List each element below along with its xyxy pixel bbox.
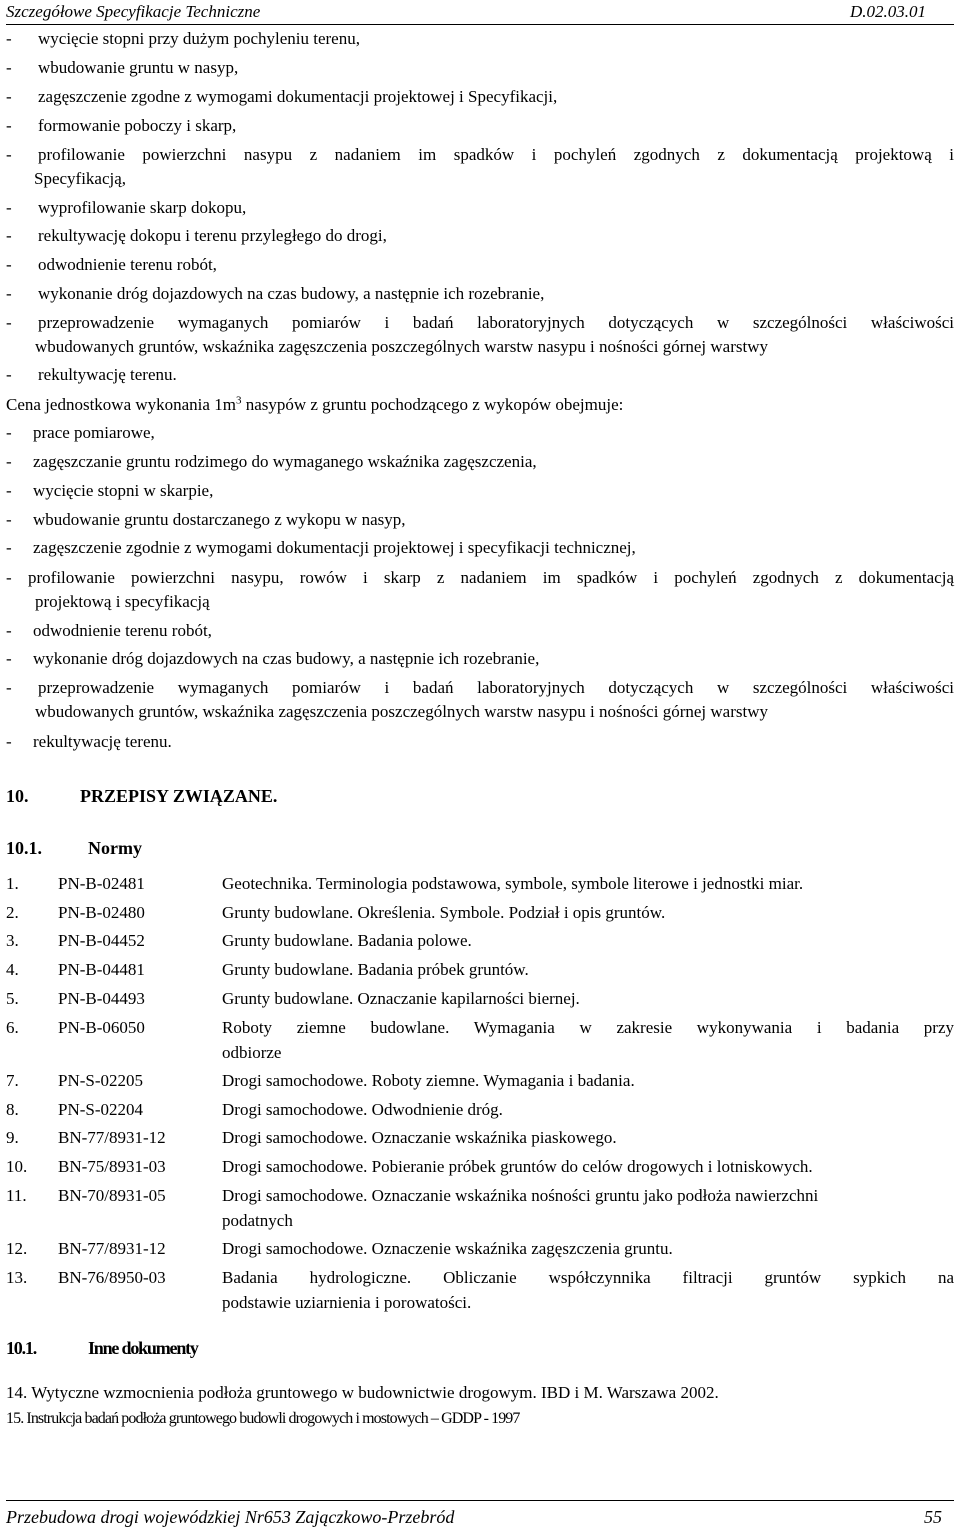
subsection-title: Inne dokumenty — [88, 1338, 198, 1358]
norm-row: 5. PN-B-04493 Grunty budowlane. Oznaczanie kapilarności biernej. — [6, 989, 580, 1008]
norm-row: 7. PN-S-02205 Drogi samochodowe. Roboty ziemne. Wymagania i badania. — [6, 1071, 635, 1090]
page-number: 55 — [924, 1507, 942, 1527]
section-number: 10. — [6, 786, 29, 806]
subsection-number: 10.1. — [6, 838, 42, 858]
norm-row: 6. PN-B-06050 Roboty ziemne budowlane. Wymagania w zakresie wykonywania i badania przy — [6, 1018, 954, 1037]
document-item: 14. Wytyczne wzmocnienia podłoża gruntowego w budownictwie drogowym. IBD i M. Warszawa 2002. — [6, 1383, 719, 1402]
norm-row: 12. BN-77/8931-12 Drogi samochodowe. Oznaczenie wskaźnika zagęszczenia gruntu. — [6, 1239, 673, 1258]
header-code: D.02.03.01 — [849, 2, 926, 21]
list-item-continuation: wbudowanych gruntów, wskaźnika zagęszczenia poszczególnych warstw nasypu i nośności górnej warstwy — [35, 702, 768, 721]
page-header — [6, 0, 954, 25]
list-item-continuation: Specyfikacją, — [34, 169, 127, 188]
norm-row: 11. BN-70/8931-05 Drogi samochodowe. Oznaczanie wskaźnika nośności gruntu jako podłoża nawierzchni — [6, 1186, 819, 1205]
norm-row: 13. BN-76/8950-03 Badania hydrologiczne. Obliczanie współczynnika filtracji gruntów sypkich na — [6, 1268, 954, 1287]
norm-row: 9. BN-77/8931-12 Drogi samochodowe. Oznaczanie wskaźnika piaskowego. — [6, 1128, 617, 1147]
norm-row: 4. PN-B-04481 Grunty budowlane. Badania próbek gruntów. — [6, 960, 529, 979]
list-item-continuation: projektową i specyfikacją — [35, 592, 210, 611]
subsection-title: Normy — [88, 838, 142, 858]
norm-row: 2. PN-B-02480 Grunty budowlane. Określenia. Symbole. Podział i opis gruntów. — [6, 903, 666, 922]
norm-row-continuation: podstawie uziarnienia i porowatości. — [222, 1293, 472, 1312]
header-title: Szczegółowe Specyfikacje Techniczne — [6, 2, 261, 21]
norm-row: 8. PN-S-02204 Drogi samochodowe. Odwodnienie dróg. — [6, 1100, 503, 1119]
subsection-number: 10.1. — [6, 1338, 37, 1358]
norm-row: 1. PN-B-02481 Geotechnika. Terminologia podstawowa, symbole, symbole literowe i jednostki miar. — [6, 874, 804, 893]
norm-row-continuation: podatnych — [222, 1211, 293, 1230]
norm-row: 10. BN-75/8931-03 Drogi samochodowe. Pobieranie próbek gruntów do celów drogowych i lotniskowych. — [6, 1157, 813, 1176]
norm-row-continuation: odbiorze — [222, 1043, 282, 1062]
norm-row: 3. PN-B-04452 Grunty budowlane. Badania polowe. — [6, 931, 472, 950]
list-item-continuation: wbudowanych gruntów, wskaźnika zagęszczenia poszczególnych warstw nasypu i nośności górnej warstwy — [35, 337, 768, 356]
document-item: 15. Instrukcja badań podłoża gruntowego budowli drogowych i mostowych – GDDP - 1997 — [6, 1410, 520, 1427]
price-intro: Cena jednostkowa wykonania $1m^3$ nasypów z gruntu pochodzącego z wykopów obejmuje: — [6, 394, 624, 414]
footer-project: Przebudowa drogi wojewódzkiej Nr653 Zajączkowo-Przebród — [6, 1507, 455, 1527]
page-footer — [6, 1500, 954, 1533]
section-title: PRZEPISY ZWIĄZANE. — [80, 786, 278, 806]
